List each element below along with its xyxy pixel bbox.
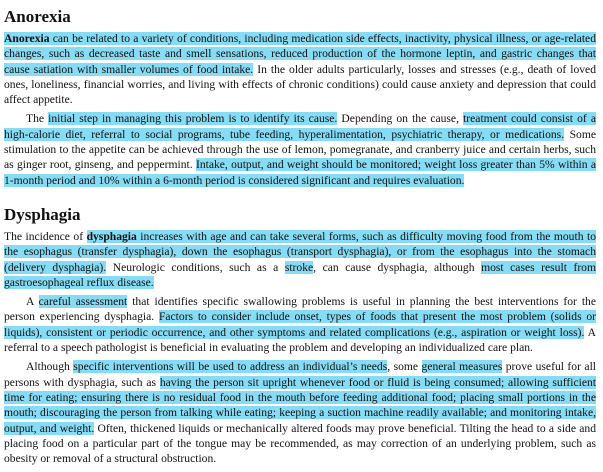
section-heading-anorexia: Anorexia (4, 7, 71, 26)
highlighted-text: general measures (421, 360, 503, 374)
highlighted-text: having the person sit upright whenever food or fluid is being consumed; allowing sufficient time for eating; ensuring there is no residual food in the mouth before feeding additional food; placing small portions in the mouth; discouraging the person from talking while eating; keeping a suction machine readily available; and monitoring intake, output, and weight. (4, 375, 596, 435)
body-text: , some (387, 360, 422, 374)
highlighted-text: treatment could consist of a high-calorie diet, referral to social programs, tube feeding, hyperalimentation, psychiatric therapy, or medications. (4, 112, 596, 141)
body-text: The incidence of (4, 229, 87, 243)
body-text: The (26, 112, 49, 126)
highlighted-text: specific interventions will be used to address an individual’s needs (73, 360, 388, 374)
highlighted-text: stroke (284, 260, 314, 274)
body-text: Some stimulation to the appetite can be achieved through the use of lemon, pomegranate, and cranberry juice and certain herbs, such as ginger root, ginseng, and peppermint. (4, 127, 596, 172)
section-anorexia (4, 7, 596, 188)
highlighted-text: initial step in managing this problem is to identify its cause. (48, 112, 338, 126)
body-text: In the older adults particularly, losses and stresses (e.g., death of loved ones, loneliness, financial worries, and living with effects of chronic conditions) could cause anxiety and depression that could affect appetite. (4, 62, 597, 107)
body-text: that identifies specific swallowing problems is useful in planning the best interventions for the person experiencing dysphagia. (4, 295, 596, 324)
paragraph (4, 229, 596, 290)
highlighted-text: Factors to consider include onset, types of foods that present the most problem (solids or liquids), consistent or periodic occurrence, and other symptoms and related complications (e.g., aspiration or weight loss). (4, 310, 596, 339)
key-term: Anorexia (4, 32, 50, 45)
paragraph (4, 111, 596, 187)
body-text: A (26, 295, 39, 309)
key-term: dysphagia (86, 229, 137, 243)
body-text: Neurologic conditions, such as a (106, 260, 285, 274)
body-text: A referral to a speech pathologist is beneficial in evaluating the problem and developing an individualized care plan. (4, 325, 596, 355)
highlighted-text: most cases result from gastroesophageal reflux disease. (4, 260, 596, 289)
paragraph (4, 359, 596, 466)
section-heading-dysphagia: Dysphagia (4, 204, 81, 224)
body-text: Often, thickened liquids or mechanically altered foods may prove beneficial. Tilting the head to a side and placing food on a particular part of the tongue may be recommended, as may correction of an underlying problem, such as obesity or removal of a structural obstruction. (4, 421, 596, 466)
body-text: Although (26, 360, 74, 374)
body-text: prove useful for all persons with dysphagia, such as (4, 360, 597, 389)
paragraph (4, 31, 596, 107)
section-dysphagia (4, 205, 596, 466)
body-text: , can cause dysphagia, although (313, 260, 482, 274)
paragraph (4, 294, 596, 355)
body-text: Depending on the cause, (337, 112, 464, 126)
highlighted-text: Intake, output, and weight should be monitored; weight loss greater than 5% within a 1-month period and 10% within a 6-month period is considered significant and requires evaluation. (4, 158, 596, 187)
highlighted-text: can be related to a variety of conditions, including medication side effects, inactivity, physical illness, or age-related changes, such as decreased taste and smell sensations, reduced production of the hormone leptin, and gastric changes that cause satiation with smaller volumes of food intake. (4, 32, 596, 76)
highlighted-text: increases with age and can take several forms, such as difficulty moving food from the mouth to the esophagus (transfer dysphagia), down the esophagus (transport dysphagia), or from the esophagus into the stomach (delivery dysphagia). (4, 229, 597, 274)
highlighted-text: careful assessment (38, 295, 128, 309)
highlighted-text (87, 230, 137, 243)
highlighted-text (4, 32, 50, 45)
